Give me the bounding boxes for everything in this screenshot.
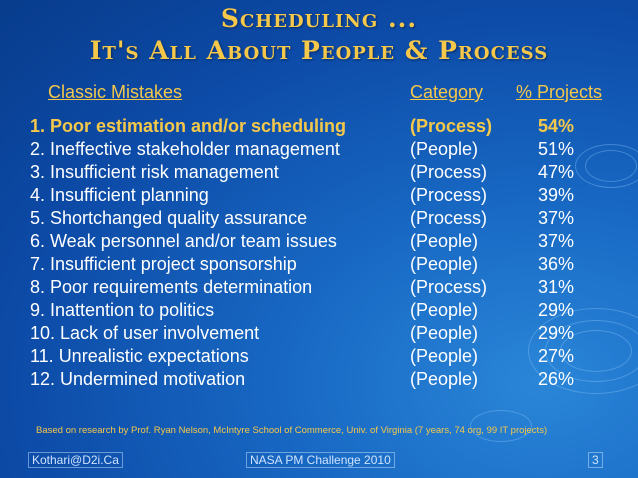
mistake-percent: 37% <box>538 231 575 251</box>
footer-event: NASA PM Challenge 2010 <box>246 452 395 468</box>
list-item <box>0 116 638 139</box>
slide-subtitle: It's All About People & Process <box>89 36 549 65</box>
footer-email: Kothari@D2i.Ca <box>28 452 123 468</box>
mistake-category: (Process) <box>410 208 488 228</box>
list-item <box>0 277 638 300</box>
mistake-label: 11. Unrealistic expectations <box>30 346 249 366</box>
mistake-percent: 29% <box>538 300 575 320</box>
mistake-category: (People) <box>410 300 479 320</box>
mistake-percent: 29% <box>538 323 575 343</box>
list-item <box>0 346 638 369</box>
mistake-label: 6. Weak personnel and/or team issues <box>30 231 337 251</box>
list-item <box>0 208 638 231</box>
mistake-category: (People) <box>410 369 479 389</box>
list-item <box>0 323 638 346</box>
mistake-percent: 51% <box>538 139 575 159</box>
mistake-label: 5. Shortchanged quality assurance <box>30 208 308 228</box>
mistake-percent: 36% <box>538 254 575 274</box>
list-item <box>0 369 638 392</box>
mistake-category: (Process) <box>410 162 488 182</box>
mistake-category: (People) <box>410 323 479 343</box>
mistake-label: 10. Lack of user involvement <box>30 323 260 343</box>
mistake-percent: 26% <box>538 369 575 389</box>
mistake-percent: 27% <box>538 346 575 366</box>
slide-title: Scheduling ... <box>220 4 418 33</box>
list-item <box>0 300 638 323</box>
header-classic-mistakes: Classic Mistakes <box>48 82 183 102</box>
mistake-label: 1. Poor estimation and/or scheduling <box>30 116 347 136</box>
mistake-label: 12. Undermined motivation <box>30 369 246 389</box>
mistake-label: 7. Insufficient project sponsorship <box>30 254 297 274</box>
mistake-percent: 39% <box>538 185 575 205</box>
header-percent-projects: % Projects <box>516 82 603 102</box>
mistake-label: 2. Ineffective stakeholder management <box>30 139 340 159</box>
mistake-percent: 47% <box>538 162 575 182</box>
list-item <box>0 139 638 162</box>
mistake-label: 4. Insufficient planning <box>30 185 209 205</box>
page-number: 3 <box>588 452 603 468</box>
mistake-category: (People) <box>410 231 479 251</box>
mistake-label: 3. Insufficient risk management <box>30 162 279 182</box>
mistake-category: (People) <box>410 139 479 159</box>
header-category: Category <box>410 82 484 102</box>
mistake-category: (People) <box>410 346 479 366</box>
list-item <box>0 185 638 208</box>
mistake-percent: 54% <box>538 116 575 136</box>
mistake-category: (Process) <box>410 116 493 136</box>
mistake-category: (Process) <box>410 185 488 205</box>
list-item <box>0 162 638 185</box>
source-note: Based on research by Prof. Ryan Nelson, McIntyre School of Commerce, Univ. of Virginia (7 years, 74 org, 99 IT projects) <box>36 425 548 436</box>
mistake-percent: 31% <box>538 277 575 297</box>
mistake-category: (Process) <box>410 277 488 297</box>
mistake-label: 8. Poor requirements determination <box>30 277 313 297</box>
mistake-label: 9. Inattention to politics <box>30 300 215 320</box>
mistake-category: (People) <box>410 254 479 274</box>
list-item <box>0 254 638 277</box>
mistake-percent: 37% <box>538 208 575 228</box>
list-item <box>0 231 638 254</box>
